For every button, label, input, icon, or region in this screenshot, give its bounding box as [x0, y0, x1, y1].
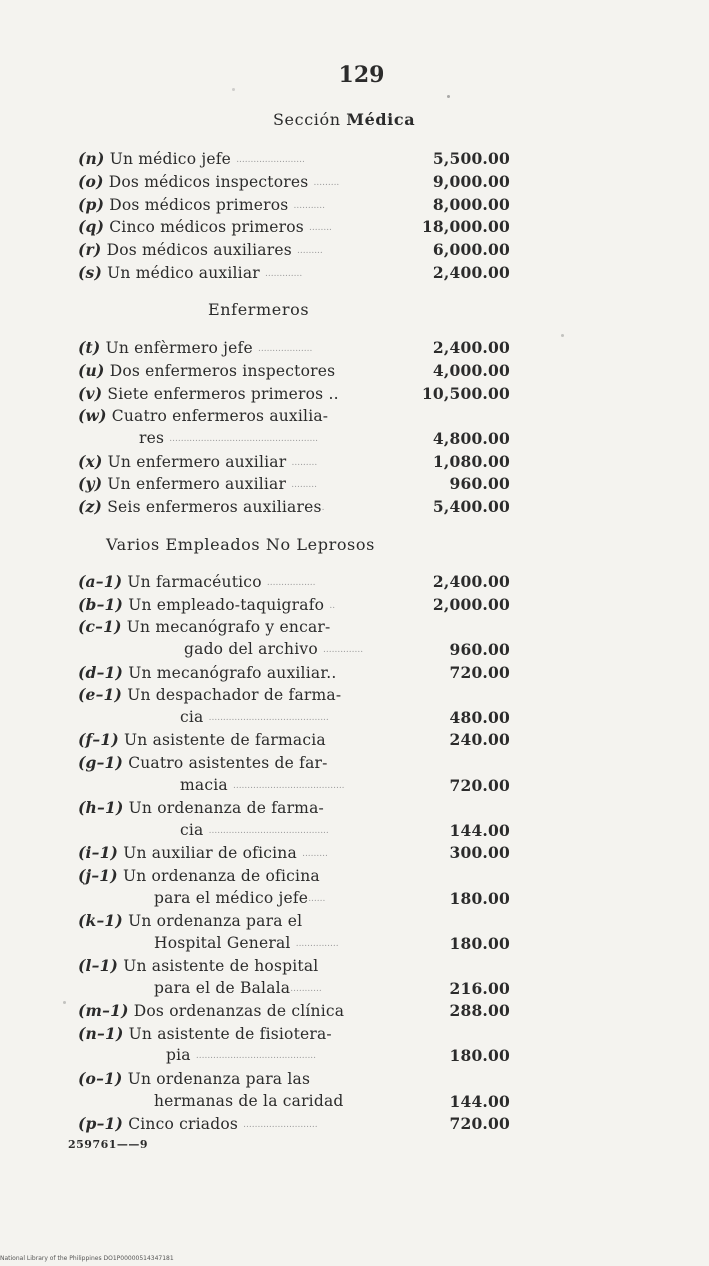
speck: [447, 95, 450, 98]
amount: 720.00: [449, 776, 510, 795]
amount: 4,000.00: [432, 361, 510, 380]
amount: 180.00: [449, 889, 510, 908]
amount: 300.00: [449, 843, 510, 862]
amount: 720.00: [449, 1114, 510, 1133]
amount: 1,080.00: [432, 452, 510, 471]
amount: 144.00: [449, 821, 510, 840]
speck: [63, 1001, 66, 1004]
section-heading-enfermeros: Enfermeros: [208, 300, 310, 319]
speck: [232, 88, 235, 91]
amount: 960.00: [449, 640, 510, 659]
amount: 2,400.00: [432, 263, 510, 282]
amount: 10,500.00: [421, 384, 510, 403]
amount: 5,500.00: [432, 149, 510, 168]
printer-code: 259761——9: [68, 1138, 149, 1151]
amount: 480.00: [449, 708, 510, 727]
amount: 18,000.00: [421, 217, 510, 236]
amount: 4,800.00: [432, 429, 510, 448]
amount: 180.00: [449, 934, 510, 953]
library-watermark: National Library of the Philippines DO1P00000514347181: [0, 1255, 174, 1262]
amount: 8,000.00: [432, 195, 510, 214]
page-number: 129: [338, 62, 385, 88]
amount: 180.00: [449, 1046, 510, 1065]
amount: 720.00: [449, 663, 510, 682]
amount: 6,000.00: [432, 240, 510, 259]
section-heading-varios: Varios Empleados No Leprosos: [106, 535, 375, 554]
amount: 2,000.00: [432, 595, 510, 614]
amount: 144.00: [449, 1092, 510, 1111]
amount: 240.00: [449, 730, 510, 749]
amount: 2,400.00: [432, 572, 510, 591]
amount: 960.00: [449, 474, 510, 493]
amount: 216.00: [449, 979, 510, 998]
amount: 5,400.00: [432, 497, 510, 516]
amount: 288.00: [449, 1001, 510, 1020]
speck: [561, 334, 564, 337]
section-heading-medica: Sección Médica: [273, 110, 416, 129]
amount: 9,000.00: [432, 172, 510, 191]
amount: 2,400.00: [432, 338, 510, 357]
